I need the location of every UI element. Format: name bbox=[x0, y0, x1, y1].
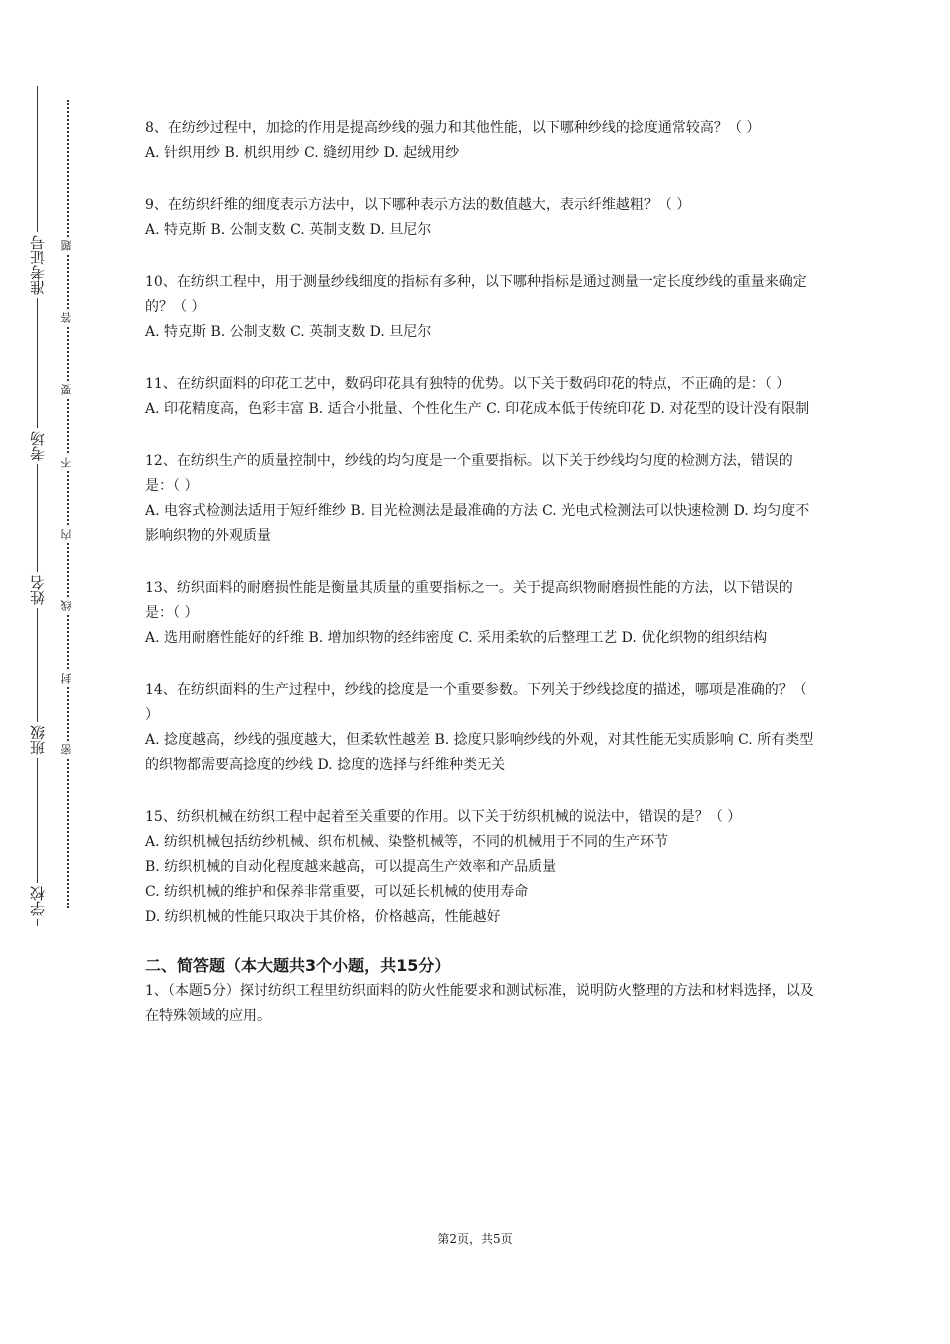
question-stem: 13、纺织面料的耐磨损性能是衡量其质量的重要指标之一。关于提高织物耐磨损性能的方法，以下错误的是：（ ） bbox=[145, 580, 793, 621]
option-b: B. 纺织机械的自动化程度越来越高，可以提高生产效率和产品质量 bbox=[145, 859, 557, 875]
exam-content bbox=[145, 116, 817, 1029]
question-options: A. 选用耐磨性能好的纤维 B. 增加织物的经纬密度 C. 采用柔软的后整理工艺 D. 优化织物的组织结构 bbox=[145, 630, 768, 646]
question-stem: 14、在纺织面料的生产过程中，纱线的捻度是一个重要参数。下列关于纱线捻度的描述，哪项是准确的？（ ） bbox=[145, 682, 807, 723]
field-school-label: 学校 bbox=[24, 883, 52, 919]
option-a: A. 纺织机械包括纺纱机械、织布机械、染整机械等，不同的机械用于不同的生产环节 bbox=[145, 834, 669, 850]
question-stem: 11、在纺织面料的印花工艺中，数码印花具有独特的优势。以下关于数码印花的特点，不正确的是：（ ） bbox=[145, 376, 791, 392]
field-name-label: 姓名 bbox=[24, 572, 52, 608]
question-options: A. 印花精度高，色彩丰富 B. 适合小批量、个性化生产 C. 印花成本低于传统印花 D. 对花型的设计没有限制 bbox=[145, 401, 810, 417]
seal-char: 不 bbox=[60, 457, 73, 468]
question-stem: 9、在纺织纤维的细度表示方法中，以下哪种表示方法的数值越大，表示纤维越粗？（ ） bbox=[145, 197, 691, 213]
seal-char: 要 bbox=[60, 384, 73, 395]
question-stem: 15、纺织机械在纺织工程中起着至关重要的作用。以下关于纺织机械的说法中，错误的是？（ ） bbox=[145, 809, 742, 825]
question-12 bbox=[145, 449, 817, 549]
question-options: A. 特克斯 B. 公制支数 C. 英制支数 D. 旦尼尔 bbox=[145, 324, 432, 340]
short-answer-item: 1、（本题5分）探讨纺织工程里纺织面料的防火性能要求和测试标准，说明防火整理的方法和材料选择，以及在特殊领域的应用。 bbox=[145, 983, 814, 1024]
seal-char: 题 bbox=[60, 240, 73, 251]
question-options: A. 特克斯 B. 公制支数 C. 英制支数 D. 旦尼尔 bbox=[145, 222, 432, 238]
seal-dotted-line bbox=[67, 100, 69, 908]
question-14 bbox=[145, 678, 817, 778]
field-exam-room-label: 考场 bbox=[24, 428, 52, 464]
option-c: C. 纺织机械的维护和保养非常重要，可以延长机械的使用寿命 bbox=[145, 884, 529, 900]
binding-margin bbox=[0, 0, 90, 1344]
question-11 bbox=[145, 372, 817, 422]
question-10 bbox=[145, 270, 817, 345]
section-title: 二、简答题（本大题共3个小题，共15分） bbox=[145, 956, 451, 975]
seal-char: 封 bbox=[60, 673, 73, 684]
question-options: A. 针织用纱 B. 机织用纱 C. 缝纫用纱 D. 起绒用纱 bbox=[145, 145, 460, 161]
question-stem: 8、在纺纱过程中，加捻的作用是提高纱线的强力和其他性能，以下哪种纱线的捻度通常较高？（ ） bbox=[145, 120, 761, 136]
question-13 bbox=[145, 576, 817, 651]
question-options: A. 捻度越高，纱线的强度越大，但柔软性越差 B. 捻度只影响纱线的外观，对其性能无实质影响 C. 所有类型的织物都需要高捻度的纱线 D. 捻度的选择与纤维种类无关 bbox=[145, 732, 814, 773]
question-15 bbox=[145, 805, 817, 930]
binding-solid-line bbox=[37, 86, 38, 926]
field-exam-number-label: 准考证号 bbox=[24, 232, 52, 298]
question-stem: 10、在纺织工程中，用于测量纱线细度的指标有多种，以下哪种指标是通过测量一定长度纱线的重量来确定的？（ ） bbox=[145, 274, 807, 315]
question-stem: 12、在纺织生产的质量控制中，纱线的均匀度是一个重要指标。以下关于纱线均匀度的检测方法，错误的是：（ ） bbox=[145, 453, 793, 494]
short-answer-section bbox=[145, 953, 817, 1029]
seal-char: 内 bbox=[60, 529, 73, 540]
seal-char: 密 bbox=[60, 744, 73, 755]
field-class-label: 班级 bbox=[24, 722, 52, 758]
question-8 bbox=[145, 116, 817, 166]
option-d: D. 纺织机械的性能只取决于其价格，价格越高，性能越好 bbox=[145, 909, 501, 925]
page-footer: 第2页，共5页 bbox=[437, 1232, 513, 1246]
question-9 bbox=[145, 193, 817, 243]
question-options: A. 电容式检测法适用于短纤维纱 B. 目光检测法是最准确的方法 C. 光电式检测法可以快速检测 D. 均匀度不影响织物的外观质量 bbox=[145, 503, 810, 544]
seal-char: 线 bbox=[60, 600, 73, 611]
seal-char: 答 bbox=[60, 312, 73, 323]
